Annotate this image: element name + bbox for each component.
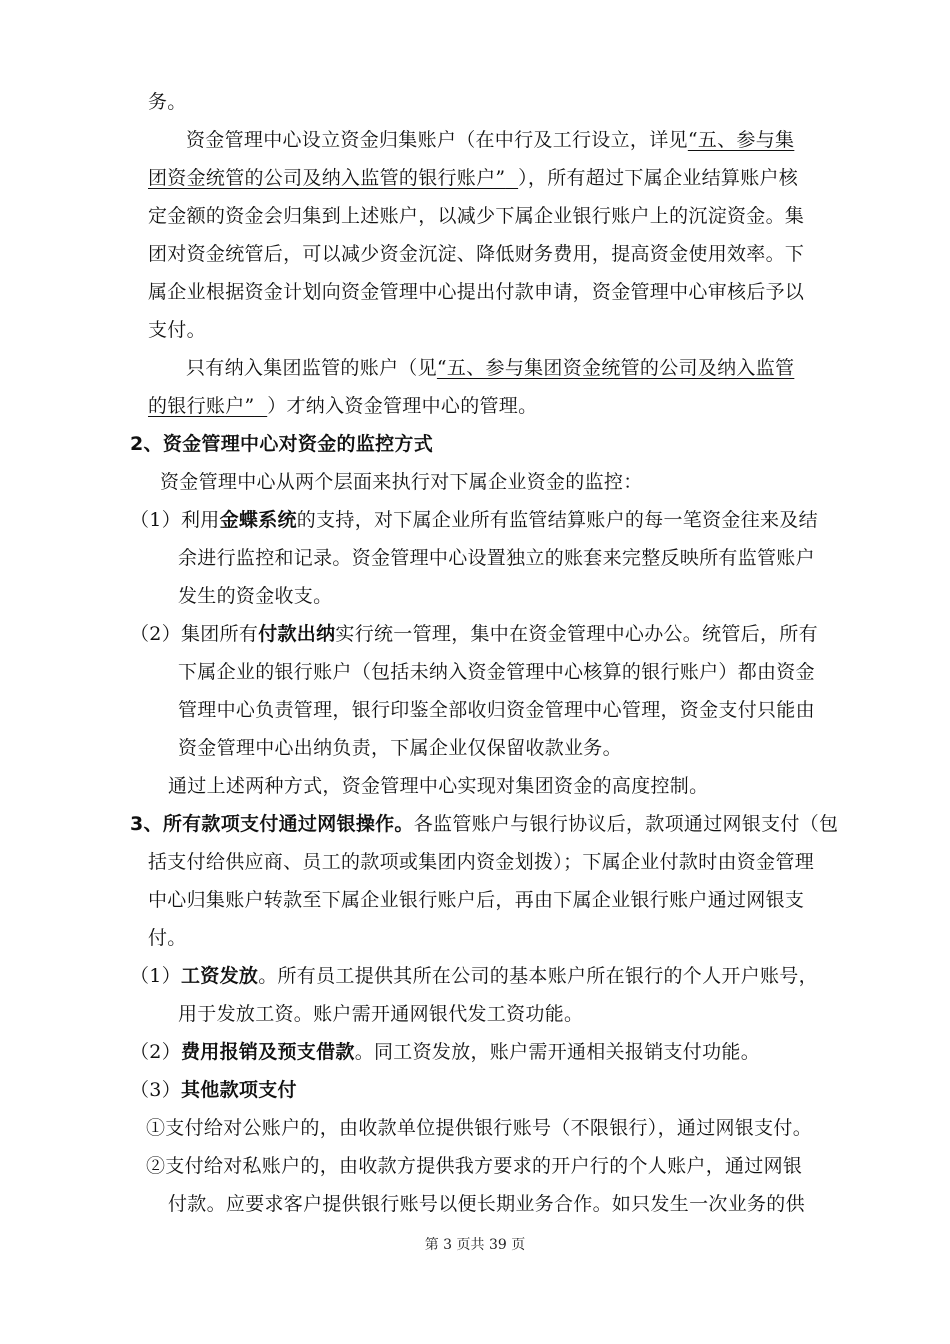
text: 余进行监控和记录。资金管理中心设置独立的账套来完整反映所有监管账户 xyxy=(178,547,815,569)
heading-text: 2、资金管理中心对资金的监控方式 xyxy=(130,433,434,455)
paragraph-line xyxy=(178,660,815,684)
bold-term: 付款出纳 xyxy=(258,623,336,645)
text: （2） xyxy=(130,1041,181,1063)
paragraph-line xyxy=(148,318,206,342)
text: （2）集团所有 xyxy=(130,623,259,645)
text: 支付。 xyxy=(148,319,206,341)
text: 属企业根据资金计划向资金管理中心提出付款申请，资金管理中心审核后予以 xyxy=(148,281,805,303)
paragraph-line xyxy=(148,394,537,418)
cross-reference-link[interactable]: “五、参与集 xyxy=(687,129,795,151)
bold-term: 工资发放 xyxy=(181,965,259,987)
page-number: 第 3 页共 39 页 xyxy=(424,1237,526,1253)
text: ①支付给对公账户的，由收款单位提供银行账号（不限银行），通过网银支付。 xyxy=(146,1117,813,1139)
text: 。同工资发放，账户需开通相关报销支付功能。 xyxy=(354,1041,761,1063)
text: 各监管账户与银行协议后，款项通过网银支付（包 xyxy=(413,813,839,835)
text: 中心归集账户转款至下属企业银行账户后，再由下属企业银行账户通过网银支 xyxy=(148,889,805,911)
paragraph-line xyxy=(148,242,804,266)
cross-reference-link[interactable]: “五、参与集团资金统管的公司及纳入监管 xyxy=(436,357,795,379)
text: 实行统一管理，集中在资金管理中心办公。统管后，所有 xyxy=(335,623,818,645)
paragraph-line xyxy=(178,584,332,608)
paragraph-line xyxy=(160,470,643,494)
paragraph-line xyxy=(148,888,804,912)
paragraph-line xyxy=(178,736,622,760)
paragraph-line xyxy=(146,1154,802,1178)
text: 发生的资金收支。 xyxy=(178,585,333,607)
paragraph-line xyxy=(186,356,794,380)
text: （1） xyxy=(130,965,181,987)
paragraph-line xyxy=(178,698,815,722)
paragraph-line xyxy=(168,1192,805,1216)
paragraph-line xyxy=(168,774,708,798)
text: 付。 xyxy=(148,927,187,949)
bold-term: 其他款项支付 xyxy=(181,1079,297,1101)
heading-text: 3、所有款项支付通过网银操作。 xyxy=(130,813,414,835)
paragraph-line xyxy=(148,850,814,874)
text: 资金管理中心出纳负责，下属企业仅保留收款业务。 xyxy=(178,737,622,759)
section-heading xyxy=(130,812,838,836)
section-heading xyxy=(130,432,433,456)
paragraph-line xyxy=(178,1002,583,1026)
text: 资金管理中心从两个层面来执行对下属企业资金的监控： xyxy=(160,471,643,493)
text: 只有纳入集团监管的账户（见 xyxy=(186,357,437,379)
bold-term: 金蝶系统 xyxy=(219,509,297,531)
cross-reference-link[interactable]: 的银行账户” xyxy=(148,395,255,417)
text: 。所有员工提供其所在公司的基本账户所在银行的个人开户账号， xyxy=(258,965,818,987)
text: ②支付给对私账户的，由收款方提供我方要求的开户行的个人账户，通过网银 xyxy=(146,1155,803,1177)
cross-reference-link[interactable]: 团资金统管的公司及纳入监管的银行账户” xyxy=(148,167,506,189)
text: 定金额的资金会归集到上述账户，以减少下属企业银行账户上的沉淀资金。集 xyxy=(148,205,805,227)
text: （1）利用 xyxy=(130,509,220,531)
paragraph-line xyxy=(148,926,187,950)
text: 付款。应要求客户提供银行账号以便长期业务合作。如只发生一次业务的供 xyxy=(168,1193,805,1215)
list-item-line xyxy=(130,1078,297,1102)
text: 括支付给供应商、员工的款项或集团内资金划拨）；下属企业付款时由资金管理 xyxy=(148,851,815,873)
text: 通过上述两种方式，资金管理中心实现对集团资金的高度控制。 xyxy=(168,775,709,797)
text: ）才纳入资金管理中心的管理。 xyxy=(267,395,538,417)
text: 下属企业的银行账户（包括未纳入资金管理中心核算的银行账户）都由资金 xyxy=(178,661,815,683)
paragraph-line xyxy=(148,166,798,190)
text: （3） xyxy=(130,1079,181,1101)
list-item-line xyxy=(130,508,818,532)
paragraph-line xyxy=(148,280,804,304)
text: 务。 xyxy=(148,91,187,113)
list-item-line xyxy=(130,964,818,988)
page-footer xyxy=(0,1236,950,1254)
text: ），所有超过下属企业结算账户核 xyxy=(518,167,799,189)
paragraph-line xyxy=(186,128,794,152)
paragraph-line xyxy=(178,546,815,570)
list-item-line xyxy=(130,622,818,646)
text: 团对资金统管后，可以减少资金沉淀、降低财务费用，提高资金使用效率。下 xyxy=(148,243,805,265)
text: 资金管理中心设立资金归集账户（在中行及工行设立，详见 xyxy=(186,129,688,151)
paragraph-line xyxy=(148,204,804,228)
text: 管理中心负责管理，银行印鉴全部收归资金管理中心管理，资金支付只能由 xyxy=(178,699,815,721)
list-item-line xyxy=(130,1040,760,1064)
text: 的支持，对下属企业所有监管结算账户的每一笔资金往来及结 xyxy=(296,509,818,531)
bold-term: 费用报销及预支借款 xyxy=(181,1041,355,1063)
paragraph-line xyxy=(148,90,187,114)
text: 用于发放工资。账户需开通网银代发工资功能。 xyxy=(178,1003,584,1025)
paragraph-line xyxy=(146,1116,812,1140)
